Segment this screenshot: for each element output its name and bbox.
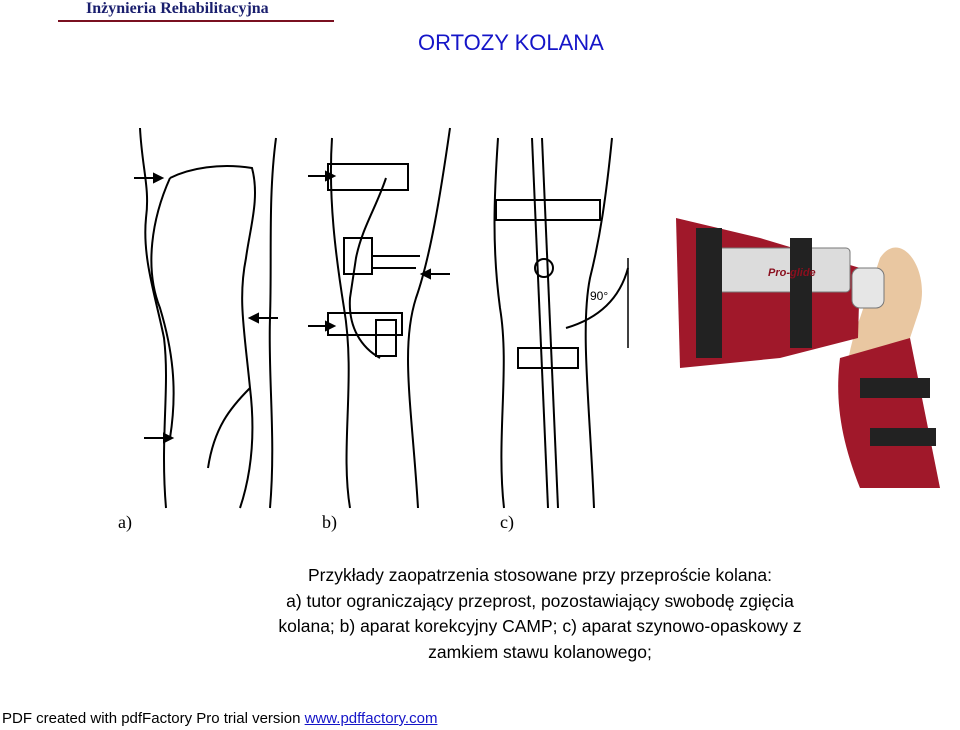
footer-text: PDF created with pdfFactory Pro trial version	[2, 710, 305, 727]
pdf-footer	[2, 710, 437, 727]
figure-label-b: b)	[322, 512, 337, 532]
drawing-c	[495, 138, 629, 508]
header-title: Inżynieria Rehabilitacyjna	[86, 0, 269, 17]
header-rule	[58, 20, 334, 22]
orthosis-figure	[100, 108, 960, 518]
caption-line: kolana; b) aparat korekcyjny CAMP; c) aparat szynowo-opaskowy z	[278, 616, 802, 636]
figure-label-c: c)	[500, 512, 514, 532]
caption-line: a) tutor ograniczający przeprost, pozostawiający swobodę zgięcia	[286, 590, 794, 611]
drawing-b	[328, 128, 450, 508]
footer-link[interactable]: www.pdffactory.com	[304, 710, 438, 727]
drawing-a-arrows	[134, 174, 278, 442]
figure-label-a: a)	[118, 512, 132, 532]
angle-label: 90°	[590, 289, 609, 303]
photo-brand-label: Pro-glide	[768, 267, 816, 279]
brace-photo	[676, 218, 940, 488]
caption-line: zamkiem stawu kolanowego;	[428, 641, 652, 662]
caption-line: Przykłady zaopatrzenia stosowane przy przeproście kolana:	[308, 565, 772, 585]
figure-caption	[190, 563, 890, 665]
slide-title: ORTOZY KOLANA	[418, 30, 604, 55]
